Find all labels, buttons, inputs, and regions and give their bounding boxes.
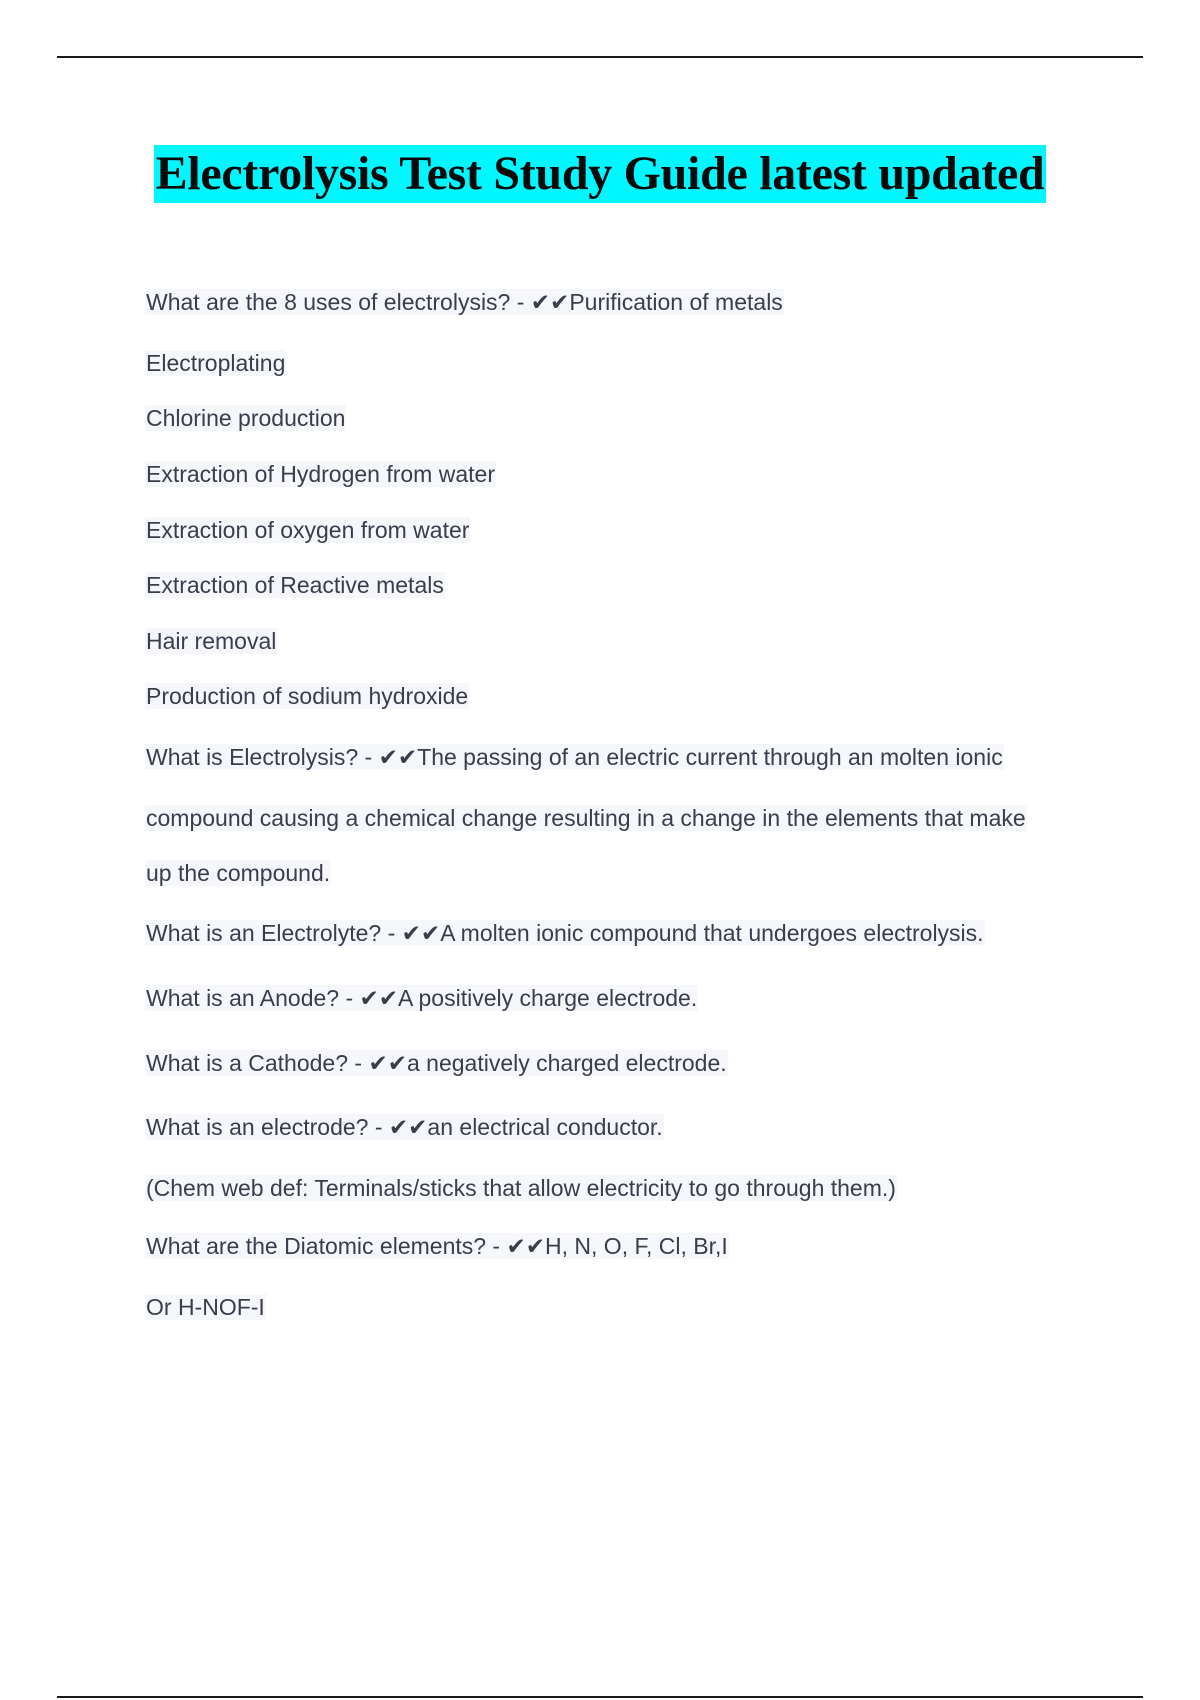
text-line-cathode: What is a Cathode? - ✔✔a negatively charged electrode.	[146, 1050, 727, 1076]
text-line-electrolysis-definition: What is Electrolysis? - ✔✔The passing of an electric current through an molten ionic	[146, 744, 1003, 770]
bottom-rule	[57, 1696, 1143, 1698]
text-line-chlorine: Chlorine production	[146, 405, 346, 431]
text-line-electrolyte: What is an Electrolyte? - ✔✔A molten ionic compound that undergoes electrolysis.	[146, 920, 984, 946]
text-line-hair-removal: Hair removal	[146, 628, 277, 654]
top-rule	[57, 56, 1143, 58]
text-line-electrode: What is an electrode? - ✔✔an electrical conductor.	[146, 1114, 663, 1140]
text-line-reactive-metals: Extraction of Reactive metals	[146, 572, 444, 598]
page-title: Electrolysis Test Study Guide latest updated	[154, 145, 1047, 203]
text-line-electrolysis-definition-3: up the compound.	[146, 860, 331, 886]
text-line-electroplating: Electroplating	[146, 350, 286, 376]
text-line-oxygen: Extraction of oxygen from water	[146, 517, 470, 543]
text-line-chem-web-def: (Chem web def: Terminals/sticks that allow electricity to go through them.)	[146, 1175, 896, 1201]
text-line-anode: What is an Anode? - ✔✔A positively charge electrode.	[146, 985, 698, 1011]
text-line-sodium-hydroxide: Production of sodium hydroxide	[146, 683, 469, 709]
text-line-electrolysis-definition-2: compound causing a chemical change resulting in a change in the elements that make	[146, 805, 1026, 831]
text-line-hydrogen: Extraction of Hydrogen from water	[146, 461, 495, 487]
text-line-diatomic: What are the Diatomic elements? - ✔✔H, N, O, F, Cl, Br,I	[146, 1233, 728, 1259]
title-container	[0, 145, 1200, 203]
text-line-uses-question: What are the 8 uses of electrolysis? - ✔✔Purification of metals	[146, 289, 783, 315]
text-line-hnofi: Or H-NOF-I	[146, 1294, 265, 1320]
